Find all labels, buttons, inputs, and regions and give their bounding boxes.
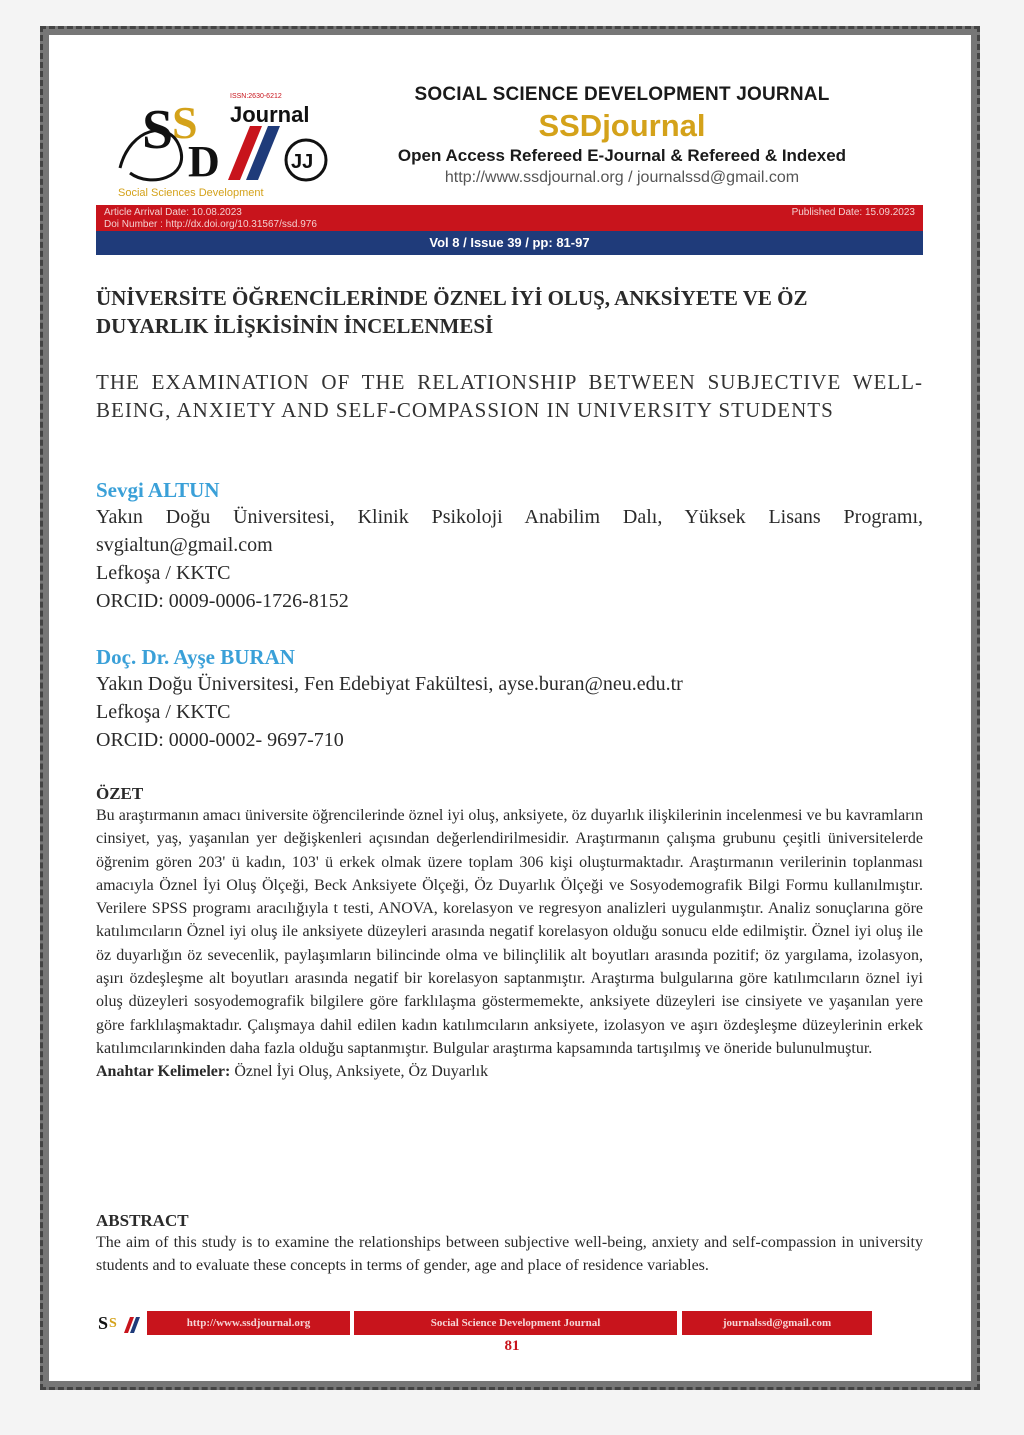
author-name: Sevgi ALTUN [96,478,220,502]
keywords-line [96,1060,923,1083]
journal-header [322,84,922,187]
title-turkish: ÜNİVERSİTE ÖĞRENCİLERİNDE ÖZNEL İYİ OLUŞ, ANKSİYETE VE ÖZ DUYARLIK İLİŞKİSİNİN İNCELENMESİ [96,286,808,338]
volume-bar: Vol 8 / Issue 39 / pp: 81-97 [96,231,923,255]
logo-caption: Social Sciences Development [118,187,264,199]
author-affiliation: Yakın Doğu Üniversitesi, Klinik Psikoloji Anabilim Dalı, Yüksek Lisans Programı, svgialtun@gmail.com [96,506,923,556]
svg-text:S: S [98,1313,109,1333]
page-number: 81 [504,1338,520,1354]
footer-email-link[interactable]: journalssd@gmail.com [682,1311,872,1335]
published-date: Published Date: 15.09.2023 [791,207,915,218]
abstract-heading: ABSTRACT [96,1211,189,1230]
ozet-section [96,784,923,1084]
svg-text:D: D [188,137,220,186]
svg-text:S: S [142,99,174,161]
keywords-label: Anahtar Kelimeler: [96,1063,231,1081]
ozet-heading: ÖZET [96,784,144,803]
author-location: Lefkoşa / KKTC [96,562,231,584]
footer-logo [96,1311,146,1335]
author-orcid: ORCID: 0009-0006-1726-8152 [96,590,349,612]
journal-short-name: SSDjournal [538,108,706,143]
svg-text:S: S [172,97,198,148]
footer-logo-icon [96,1311,146,1335]
abstract-text: The aim of this study is to examine the relationships between subjective well-being, anxiety and self-compassion in university students and to evaluate these concepts in terms of gender, age and place of residence variables. [96,1234,923,1275]
author-orcid: ORCID: 0000-0002- 9697-710 [96,729,344,751]
ssd-logo-icon [110,88,335,200]
doi-number[interactable]: Doi Number : http://dx.doi.org/10.31567/ssd.976 [104,219,317,230]
footer-journal-name: Social Science Development Journal [354,1311,677,1335]
svg-text:S: S [109,1316,117,1331]
abstract-section [96,1211,923,1278]
title-english: THE EXAMINATION OF THE RELATIONSHIP BETWEEN SUBJECTIVE WELL-BEING, ANXIETY AND SELF-COMPASSION IN UNIVERSITY STUDENTS [96,370,923,422]
jj-text: JJ [291,151,314,173]
journal-name: SOCIAL SCIENCE DEVELOPMENT JOURNAL [414,84,830,105]
issn-text: ISSN:2630-6212 [230,93,282,100]
author-block-2 [96,645,923,754]
footer-site-link[interactable]: http://www.ssdjournal.org [147,1311,350,1335]
author-name: Doç. Dr. Ayşe BURAN [96,645,295,669]
journal-word: Journal [230,102,310,127]
journal-tagline: Open Access Refereed E-Journal & Refereed & Indexed [397,146,847,165]
article-info-bar [96,205,923,231]
author-affiliation: Yakın Doğu Üniversitesi, Fen Edebiyat Fakültesi, ayse.buran@neu.edu.tr [96,673,683,695]
arrival-date: Article Arrival Date: 10.08.2023 [104,207,242,218]
ozet-text: Bu araştırmanın amacı üniversite öğrencilerinde öznel iyi oluş, anksiyete, öz duyarlık ilişkilerinin incelenmesi ve bu kavramların cinsiyet, yaş, yaşanılan yer değişkenleri açısından değerlendirilmesidir. Araştırmanın çalışma grubunu çeşitli üniversitelerde öğrenim gören 203' ü kadın, 103' ü erkek olmak üzere toplam 306 kişi oluşturmaktadır. Araştırmanın verilerinin toplanması amacıyla Öznel İyi Oluş Ölçeği, Beck Anksiyete Ölçeği, Öz Duyarlık Ölçeği ve Sosyodemografik Bilgi Formu kullanılmıştır. Verilere SPSS programı aracılığıyla t testi, ANOVA, korelasyon ve regresyon analizleri uygulanmıştır. Analiz sonuçlarına göre katılımcıların Öznel iyi oluş ile anksiyete düzeyleri arasında negatif korelasyon olduğu sonucu elde edilmiştir. Öznel iyi oluş ile öz duyarlığın öz sevecenlik, paylaşımların bilincinde olma ve bilinçlilik alt boyutları arasında pozitif; öz yargılama, izolasyon, aşırı özdeşleşme alt boyutları arasında negatif bir korelasyon saptanmıştır. Araştırma bulgularına göre katılımcıların öznel iyi oluş düzeyleri sosyodemografik bilgilere göre farklılaşma göstermemekte, anksiyete düzeyleri ise cinsiyete ve yaşanılan yere göre farklılaşmaktadır. Çalışmaya dahil edilen kadın katılımcıların anksiyete, izolasyon ve aşırı özdeşleşme düzeylerinin erkek katılımcılarınkinden daha fazla olduğu saptanmıştır. Bulgular araştırma kapsamında tartışılmış ve öneride bulunulmuştur. [96,807,923,1057]
keywords-value: Öznel İyi Oluş, Anksiyete, Öz Duyarlık [234,1063,489,1081]
author-location: Lefkoşa / KKTC [96,701,231,723]
journal-contact: http://www.ssdjournal.org / journalssd@gmail.com [444,169,800,186]
author-block-1 [96,478,923,615]
